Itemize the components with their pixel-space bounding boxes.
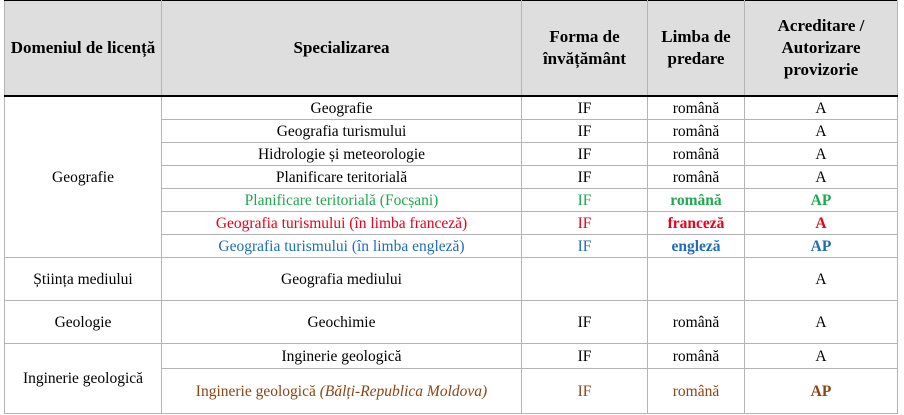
specializations-table: [4, 0, 898, 414]
spec-cell: Geografia turismului: [162, 120, 522, 143]
status-cell: AP: [745, 235, 898, 258]
status-cell: A: [745, 344, 898, 369]
status-cell: AP: [745, 369, 898, 414]
domain-cell: Știința mediului: [5, 258, 162, 301]
spec-cell: Geochimie: [162, 301, 522, 344]
spec-cell: Geografia mediului: [162, 258, 522, 301]
spec-cell: Inginerie geologică: [162, 344, 522, 369]
language-cell: română: [648, 96, 745, 120]
form-cell: IF: [522, 96, 648, 120]
status-cell: A: [745, 96, 898, 120]
spec-cell: Planificare teritorială (Focșani): [162, 189, 522, 212]
spec-cell: [162, 369, 522, 414]
table-row: [5, 301, 898, 344]
language-cell: română: [648, 120, 745, 143]
form-cell: IF: [522, 212, 648, 235]
language-cell: română: [648, 369, 745, 414]
header-accreditation: Acreditare / Autorizare provizorie: [745, 1, 898, 97]
header-specialization: Specializarea: [162, 1, 522, 97]
status-cell: A: [745, 120, 898, 143]
language-cell: română: [648, 166, 745, 189]
header-row: [5, 1, 898, 97]
language-cell: engleză: [648, 235, 745, 258]
language-cell: română: [648, 143, 745, 166]
status-cell: A: [745, 301, 898, 344]
spec-main-text: Inginerie geologică: [195, 382, 320, 400]
language-cell: română: [648, 344, 745, 369]
language-cell: română: [648, 301, 745, 344]
header-domain: Domeniul de licență: [5, 1, 162, 97]
form-cell: IF: [522, 166, 648, 189]
form-cell: IF: [522, 143, 648, 166]
spec-cell: Geografia turismului (în limba franceză): [162, 212, 522, 235]
form-cell: IF: [522, 189, 648, 212]
language-cell: [648, 258, 745, 301]
table-row: [5, 344, 898, 369]
language-cell: franceză: [648, 212, 745, 235]
form-cell: [522, 258, 648, 301]
spec-italic-text: (Bălți-Republica Moldova): [319, 382, 488, 400]
header-language: Limba de predare: [648, 1, 745, 97]
form-cell: IF: [522, 120, 648, 143]
spec-cell: Planificare teritorială: [162, 166, 522, 189]
form-cell: IF: [522, 369, 648, 414]
form-cell: IF: [522, 235, 648, 258]
domain-cell: Geologie: [5, 301, 162, 344]
status-cell: A: [745, 143, 898, 166]
spec-cell: Geografia turismului (în limba engleză): [162, 235, 522, 258]
status-cell: A: [745, 212, 898, 235]
table-row: [5, 96, 898, 120]
spec-cell: Hidrologie și meteorologie: [162, 143, 522, 166]
spec-cell: Geografie: [162, 96, 522, 120]
domain-cell: Geografie: [5, 96, 162, 258]
status-cell: A: [745, 258, 898, 301]
form-cell: IF: [522, 301, 648, 344]
status-cell: A: [745, 166, 898, 189]
status-cell: AP: [745, 189, 898, 212]
domain-cell: Inginerie geologică: [5, 344, 162, 414]
header-form: Forma de învățământ: [522, 1, 648, 97]
form-cell: IF: [522, 344, 648, 369]
table-row: [5, 258, 898, 301]
language-cell: română: [648, 189, 745, 212]
